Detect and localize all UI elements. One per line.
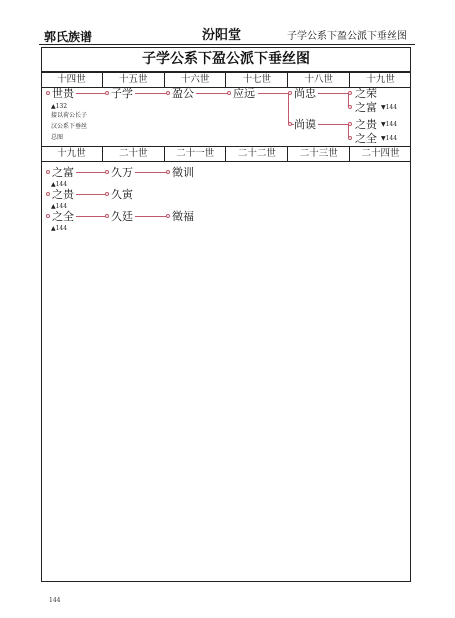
node-marker: [348, 91, 352, 95]
gen-label: 二十二世: [226, 147, 288, 161]
person-zhifu: 之富: [52, 166, 74, 179]
person-shigui: 世贵: [52, 87, 74, 100]
person-zhigui: 之贵: [52, 188, 74, 201]
chart-title: 子学公系下盈公派下垂丝图: [41, 47, 411, 72]
node-marker: [105, 214, 109, 218]
lineage-line: [135, 172, 166, 173]
gen-label: 二十四世: [361, 148, 400, 159]
person-zhifu: 之富: [355, 101, 377, 114]
person-yinggong: 盈公: [172, 87, 194, 100]
lineage-line: [76, 172, 105, 173]
note-line: 汉公系下垂丝: [51, 123, 88, 130]
gen-label: 二十世: [103, 147, 165, 161]
node-marker: [166, 170, 170, 174]
person-yingyuan: 应远: [233, 87, 255, 100]
lineage-line: [318, 124, 348, 125]
person-shangmo: 尚谟: [294, 118, 316, 131]
person-zhigui: 之贵: [355, 118, 377, 131]
person-jiuwan: 久万: [111, 166, 133, 179]
node-marker: [105, 192, 109, 196]
person-zhiquan: 之全: [355, 132, 377, 145]
node-marker: [348, 136, 352, 140]
person-jiuyin: 久寅: [111, 188, 133, 201]
person-shangzhong: 尚忠: [294, 87, 316, 100]
lineage-line: [135, 93, 166, 94]
node-marker: [105, 91, 109, 95]
lineage-line: [135, 216, 166, 217]
node-marker: [227, 91, 231, 95]
branch-line: [288, 93, 289, 124]
generation-header-bottom: [41, 146, 411, 162]
node-marker: [288, 122, 292, 126]
node-marker: [348, 105, 352, 109]
note-line: 接以荷公长子: [51, 112, 88, 119]
page-header: [0, 0, 455, 44]
lineage-line: [196, 93, 227, 94]
section-title: 子学公系下盈公派下垂丝图: [287, 31, 407, 42]
lineage-line: [76, 216, 105, 217]
node-marker: [46, 170, 50, 174]
person-jiuting: 久廷: [111, 210, 133, 223]
page-reference: ▲144: [51, 203, 68, 210]
hall-name: 汾阳堂: [202, 28, 242, 43]
node-marker: [46, 192, 50, 196]
person-zixue: 子学: [111, 87, 133, 100]
gen-label: 二十三世: [288, 147, 350, 161]
page-number: 144: [49, 597, 61, 604]
node-marker: [105, 170, 109, 174]
header-rule: [39, 44, 415, 45]
page-reference: ▼144: [381, 121, 398, 128]
lineage-line: [318, 93, 348, 94]
person-zhengxun: 徵训: [172, 166, 194, 179]
page-reference: ▲144: [51, 181, 68, 188]
node-marker: [348, 122, 352, 126]
page-reference: ▲144: [51, 225, 68, 232]
page-reference: ▼144: [381, 104, 398, 111]
gen-label: 十九世: [41, 147, 103, 161]
node-marker: [288, 91, 292, 95]
note-line: 总图: [51, 134, 64, 141]
gen-label: 十八世: [288, 73, 350, 87]
gen-label: 二十一世: [165, 147, 227, 161]
lineage-line: [76, 194, 105, 195]
page-reference: ▲132: [51, 103, 68, 110]
node-marker: [166, 91, 170, 95]
person-zhengfu: 徵福: [172, 210, 194, 223]
page-reference: ▼144: [381, 135, 398, 142]
gen-label: 十五世: [103, 73, 165, 87]
person-zhirong: 之荣: [355, 87, 377, 100]
node-marker: [46, 91, 50, 95]
generation-header-top: [41, 72, 411, 88]
gen-label: 十六世: [165, 73, 227, 87]
book-title: 郭氏族谱: [44, 30, 93, 44]
lineage-line: [76, 93, 105, 94]
gen-label: 十七世: [226, 73, 288, 87]
person-zhiquan: 之全: [52, 210, 74, 223]
node-marker: [166, 214, 170, 218]
lineage-line: [258, 93, 288, 94]
node-marker: [46, 214, 50, 218]
gen-label: 十九世: [366, 74, 395, 85]
gen-label: 十四世: [41, 73, 103, 87]
